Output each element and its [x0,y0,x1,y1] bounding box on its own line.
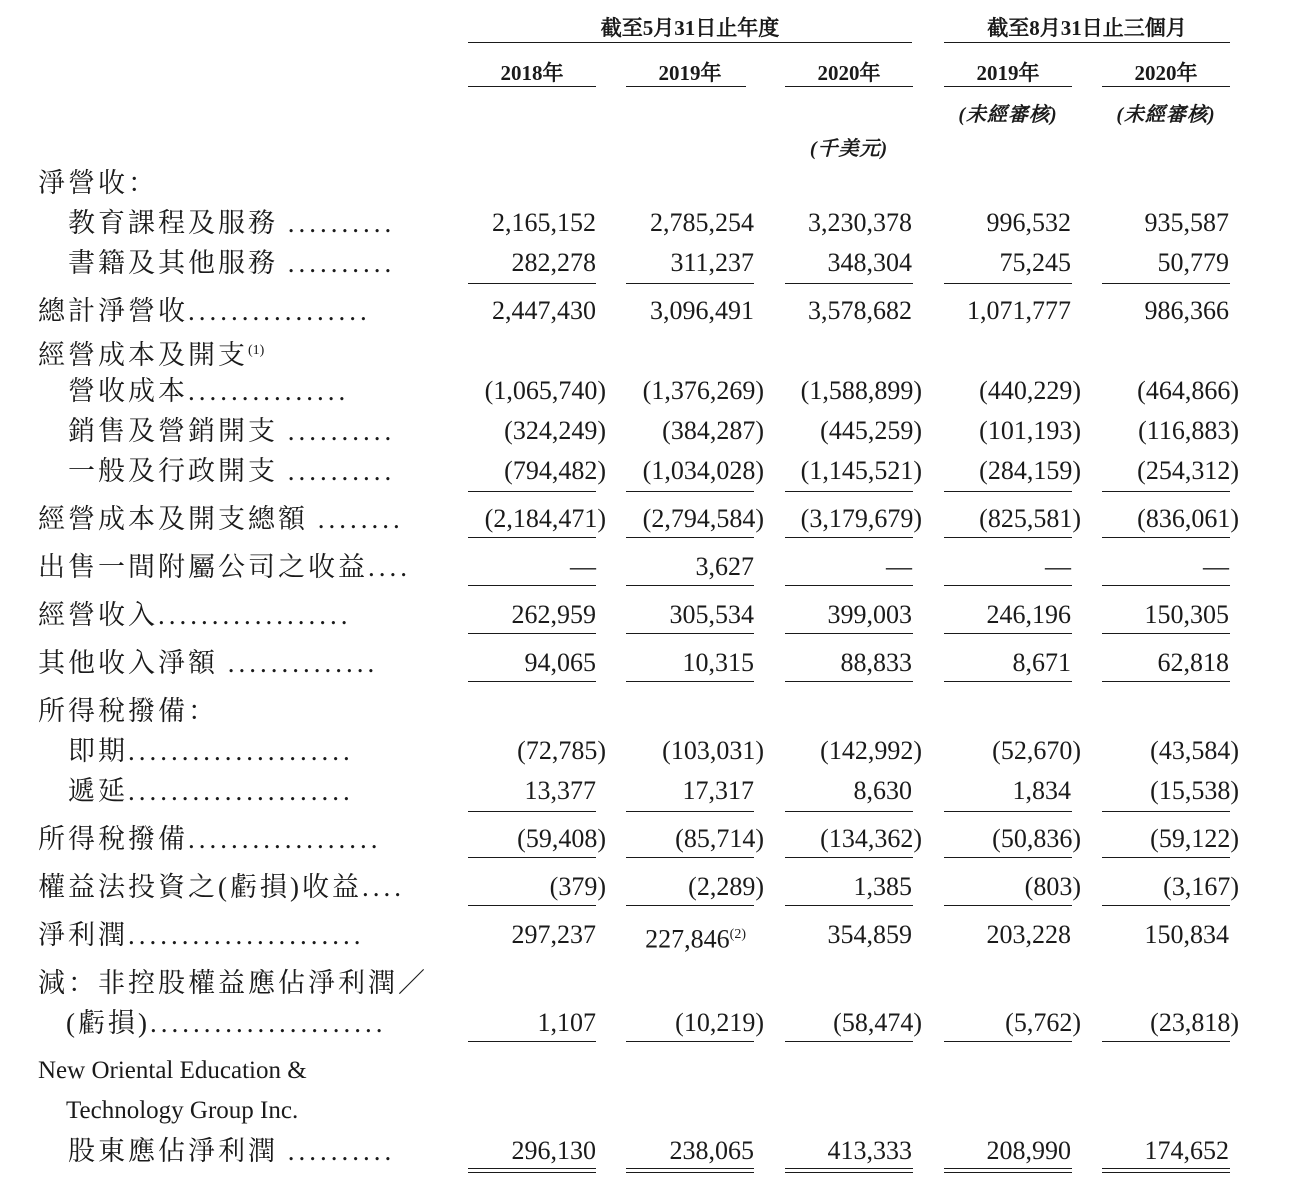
underline [468,905,596,906]
cell-fy2020: 8,630 [853,776,912,805]
underline [626,905,754,906]
underline [468,857,596,858]
row-label: 遞延..................... [68,776,354,806]
year-header-2019-q: 2019年 [976,61,1040,85]
cell-q2019: 246,196 [986,600,1071,629]
cell-q2019: 75,245 [999,248,1071,277]
cell-fy2018: (2,184,471) [484,504,606,533]
row-label: Technology Group Inc. [66,1097,299,1124]
cell-fy2018: (1,065,740) [484,376,606,405]
cell-fy2018: 94,065 [524,648,596,677]
row-label: 經營成本及開支總額 ........ [38,504,404,534]
header-group-three-months-rule [944,42,1230,43]
table-row-net-profit [0,917,1314,953]
underline [944,681,1072,682]
row-label: 所得稅撥備： [38,696,218,726]
underline [785,857,913,858]
table-row-tax-deferred [0,773,1314,809]
cell-q2020: — [1203,552,1229,581]
row-label: 淨營收： [38,168,158,198]
year-header-2020: 2020年 [817,61,881,85]
table-row-equity-method [0,869,1314,905]
underline [468,491,596,492]
underline [626,283,754,284]
cell-fy2020: 354,859 [827,920,912,949]
row-label: 股東應佔淨利潤 .......... [68,1136,396,1166]
row-label: 淨利潤...................... [38,920,365,950]
table-row-selling [0,413,1314,449]
cell-q2019: (50,836) [992,824,1081,853]
underline [468,537,596,538]
footnote-1: (1) [248,343,265,358]
cell-fy2019: 238,065 [669,1136,754,1165]
cell-fy2018: 282,278 [511,248,596,277]
underline [626,1041,754,1042]
cell-fy2020: (142,992) [820,736,922,765]
table-row-other-income [0,645,1314,681]
cell-fy2019: 311,237 [670,248,754,277]
year-rule-1 [468,86,596,87]
table-row-neo-line2 [0,1093,1314,1129]
cell-fy2019: (1,034,028) [642,456,764,485]
table-row-total-revenue [0,293,1314,329]
double-underline [1102,1168,1230,1173]
row-label: 一般及行政開支 .......... [68,456,396,486]
cell-fy2019: 17,317 [682,776,754,805]
year-rule-2 [626,86,746,87]
cell-q2020: 50,779 [1157,248,1229,277]
cell-fy2019: (10,219) [675,1008,764,1037]
cell-q2020: (59,122) [1150,824,1239,853]
underline [785,681,913,682]
cell-q2020: (464,866) [1137,376,1239,405]
year-header-2018: 2018年 [500,61,564,85]
cell-q2020: 986,366 [1144,296,1229,325]
cell-fy2019: (2,794,584) [642,504,764,533]
underline [1102,905,1230,906]
underline [1102,585,1230,586]
cell-fy2020: (1,145,521) [800,456,922,485]
underline [785,905,913,906]
row-label: 經營收入.................. [38,600,352,630]
cell-fy2018: 2,165,152 [492,208,596,237]
table-row-total-opex [0,501,1314,537]
underline [1102,537,1230,538]
cell-fy2019: 10,315 [682,648,754,677]
cell-fy2020: 399,003 [827,600,912,629]
year-rule-4 [944,86,1072,87]
cell-fy2018: 262,959 [511,600,596,629]
cell-q2019: (825,581) [979,504,1081,533]
cell-fy2020: 3,578,682 [808,296,912,325]
cell-fy2018: 296,130 [511,1136,596,1165]
cell-fy2018: 297,237 [511,920,596,949]
cell-fy2019: 2,785,254 [650,208,754,237]
underline [468,585,596,586]
underline [944,491,1072,492]
unit-note: (千美元) [809,138,889,160]
table-row-neo-line1 [0,1053,1314,1089]
cell-q2019: (803) [1024,872,1081,901]
row-label: (虧損)...................... [66,1008,387,1038]
cell-q2020: (43,584) [1150,736,1239,765]
row-label: 出售一間附屬公司之收益.... [38,552,411,582]
underline [944,1041,1072,1042]
double-underline [468,1168,596,1173]
cell-q2019: (52,670) [992,736,1081,765]
cell-q2019: — [1045,552,1071,581]
table-row-tax-total [0,821,1314,857]
cell-fy2019: 3,096,491 [650,296,754,325]
cell-fy2018: — [570,552,596,581]
year-header-2019: 2019年 [658,61,722,85]
cell-fy2019: (85,714) [675,824,764,853]
table-row-nci-line2 [0,1005,1314,1041]
cell-fy2020: — [886,552,912,581]
year-rule-3 [785,86,913,87]
cell-q2019: (440,229) [979,376,1081,405]
cell-q2020: 935,587 [1144,208,1229,237]
cell-fy2020: (134,362) [820,824,922,853]
cell-fy2020: 1,385 [853,872,912,901]
cell-q2019: (101,193) [979,416,1081,445]
underline [1102,1041,1230,1042]
cell-fy2019: (1,376,269) [642,376,764,405]
cell-fy2019: 227,846$^{(2)}$ [645,924,746,954]
cell-fy2019: (384,287) [662,416,764,445]
underline [1102,811,1230,812]
cell-fy2018: (324,249) [504,416,606,445]
cell-fy2020: 348,304 [827,248,912,277]
header-group-fiscal-years-rule [468,42,912,43]
underline [468,1041,596,1042]
table-row-neo-line3 [0,1133,1314,1169]
cell-fy2020: 88,833 [840,648,912,677]
underline [785,491,913,492]
row-label: 銷售及營銷開支 .......... [68,416,396,446]
cell-fy2020: (3,179,679) [800,504,922,533]
header-group-fiscal-years: 截至5月31日止年度 [600,16,780,40]
cell-fy2018: 1,107 [537,1008,596,1037]
row-label: 總計淨營收................. [38,296,371,326]
underline [944,633,1072,634]
header-group-three-months: 截至8月31日止三個月 [987,16,1187,40]
underline [626,537,754,538]
underline [785,585,913,586]
footnote-2: (2) [729,927,746,942]
double-underline [944,1168,1072,1173]
cell-q2020: (15,538) [1150,776,1239,805]
cell-fy2018: 2,447,430 [492,296,596,325]
row-label: 教育課程及服務 .......... [68,208,396,238]
cell-fy2019: (103,031) [662,736,764,765]
underline [1102,857,1230,858]
cell-q2019: (284,159) [979,456,1081,485]
table-row-opex-title [0,333,1314,369]
underline [468,633,596,634]
underline [785,283,913,284]
cell-q2019: 8,671 [1012,648,1071,677]
underline [944,537,1072,538]
unaudited-note-2019: (未經審核) [958,104,1058,126]
underline [468,283,596,284]
cell-fy2020: 413,333 [827,1136,912,1165]
cell-q2019: 203,228 [986,920,1071,949]
cell-q2020: (116,883) [1138,416,1239,445]
cell-q2020: (3,167) [1163,872,1239,901]
underline [944,585,1072,586]
cell-fy2020: (445,259) [820,416,922,445]
row-label: 書籍及其他服務 .......... [68,248,396,278]
table-row-cost-of-revenue [0,373,1314,409]
cell-q2020: (254,312) [1137,456,1239,485]
cell-q2020: 150,305 [1144,600,1229,629]
cell-fy2019: 3,627 [695,552,754,581]
underline [1102,633,1230,634]
cell-fy2018: (379) [549,872,606,901]
underline [626,585,754,586]
cell-q2019: (5,762) [1005,1008,1081,1037]
underline [626,633,754,634]
underline [626,857,754,858]
cell-fy2019: (2,289) [688,872,764,901]
cell-q2019: 1,071,777 [967,296,1071,325]
row-label: 經營成本及開支$^{(1)}$ [38,340,265,370]
cell-q2020: 174,652 [1144,1136,1229,1165]
underline [785,811,913,812]
row-label: New Oriental Education & [38,1057,307,1084]
table-row-nci-line1 [0,965,1314,1001]
row-label: 權益法投資之(虧損)收益.... [38,872,405,902]
underline [1102,491,1230,492]
cell-q2019: 996,532 [986,208,1071,237]
table-row-net-revenue-title [0,165,1314,201]
cell-fy2018: (794,482) [504,456,606,485]
cell-q2020: (23,818) [1150,1008,1239,1037]
underline [785,1041,913,1042]
underline [944,905,1072,906]
underline [626,811,754,812]
underline [1102,681,1230,682]
underline [468,681,596,682]
table-row-operating-income [0,597,1314,633]
row-label: 所得稅撥備.................. [38,824,382,854]
underline [785,633,913,634]
cell-fy2020: (1,588,899) [800,376,922,405]
underline [944,283,1072,284]
underline [626,491,754,492]
underline [944,857,1072,858]
underline [944,811,1072,812]
cell-q2020: 150,834 [1144,920,1229,949]
table-row-education [0,205,1314,241]
cell-fy2020: 3,230,378 [808,208,912,237]
table-row-books [0,245,1314,281]
cell-q2020: (836,061) [1137,504,1239,533]
double-underline [785,1168,913,1173]
double-underline [626,1168,754,1173]
underline [785,537,913,538]
table-row-tax-current [0,733,1314,769]
row-label: 其他收入淨額 .............. [38,648,379,678]
cell-q2019: 208,990 [986,1136,1071,1165]
table-row-tax-title [0,693,1314,729]
row-label: 減：非控股權益應佔淨利潤／ [38,968,428,998]
cell-fy2020: (58,474) [833,1008,922,1037]
cell-fy2019: 305,534 [669,600,754,629]
year-rule-5 [1102,86,1230,87]
cell-fy2018: (59,408) [517,824,606,853]
unaudited-note-2020: (未經審核) [1116,104,1216,126]
underline [468,811,596,812]
table-row-general-admin [0,453,1314,489]
table-row-gain-subsidiary [0,549,1314,585]
cell-fy2018: 13,377 [524,776,596,805]
cell-fy2018: (72,785) [517,736,606,765]
cell-q2019: 1,834 [1012,776,1071,805]
row-label: 即期..................... [68,736,354,766]
year-header-2020-q: 2020年 [1134,61,1198,85]
underline [626,681,754,682]
row-label: 營收成本............... [68,376,350,406]
underline [1102,283,1230,284]
cell-q2020: 62,818 [1157,648,1229,677]
